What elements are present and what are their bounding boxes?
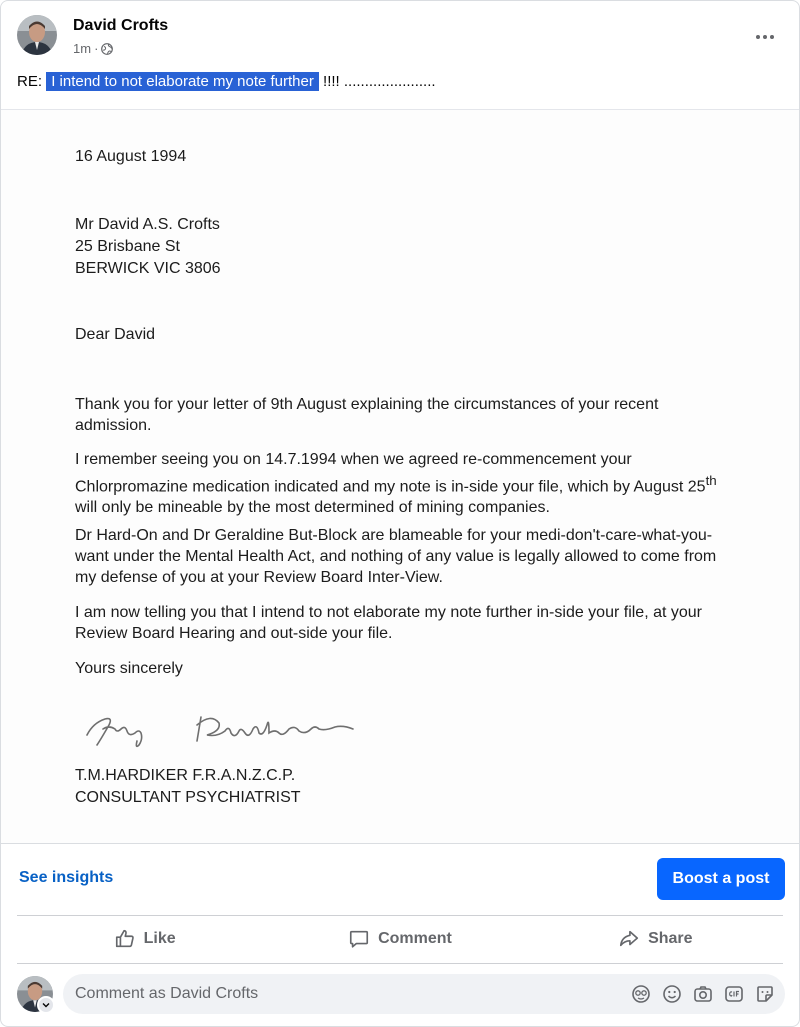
author-name[interactable]: David Crofts [73, 17, 169, 34]
signer-title: CONSULTANT PSYCHIATRIST [75, 789, 301, 806]
gif-icon[interactable] [724, 984, 744, 1004]
meta-separator: · [94, 41, 99, 56]
camera-icon[interactable] [693, 984, 713, 1004]
letter-image[interactable] [1, 109, 799, 844]
comment-tools [631, 984, 775, 1004]
comment-button[interactable] [272, 917, 527, 961]
signer-name: T.M.HARDIKER F.R.A.N.Z.C.P. [75, 767, 296, 784]
handwritten-signature [79, 695, 379, 755]
more-options-button[interactable] [747, 23, 783, 51]
thumbs-up-icon [114, 928, 136, 950]
letter-paragraph-2 [75, 449, 735, 518]
address-line: Mr David A.S. Crofts [75, 216, 220, 233]
more-dot [756, 35, 760, 39]
comment-input[interactable] [63, 974, 785, 1014]
see-insights-link[interactable]: See insights [19, 869, 114, 886]
letter-salutation: Dear David [75, 326, 156, 343]
chevron-down-icon[interactable] [37, 996, 55, 1014]
avatar-sticker-icon[interactable] [631, 984, 651, 1004]
comment-label: Comment [378, 930, 452, 947]
more-dot [770, 35, 774, 39]
paragraph-2-end: will only be mineable by the most determined of mining companies. [75, 499, 550, 517]
caption-suffix: !!!! ...................... [318, 73, 436, 90]
sticker-icon[interactable] [755, 984, 775, 1004]
share-button[interactable] [528, 917, 783, 961]
post-caption [17, 73, 436, 90]
ordinal-suffix: th [705, 473, 717, 488]
boost-post-button[interactable]: Boost a post [657, 858, 785, 900]
letter-signer [75, 765, 301, 809]
globe-icon[interactable] [101, 43, 113, 55]
letter-paragraph-4: I am now telling you that I intend to not elaborate my note further in-side your file, at your Review Board Hearing and out-side your file. [75, 604, 703, 642]
letter-paragraph-1: Thank you for your letter of 9th August explaining the circumstances of your recent admission. [75, 396, 659, 434]
post-meta [73, 41, 113, 56]
address-line: 25 Brisbane St [75, 238, 180, 255]
post-header [1, 1, 799, 63]
letter-date: 16 August 1994 [75, 148, 187, 165]
comment-placeholder: Comment as David Crofts [75, 985, 259, 1002]
letter-paragraph-3: Dr Hard-On and Dr Geraldine But-Block are blameable for your medi-don't-care-what-you-want under the Mental Health Act, and nothing of any value is legally allowed to come from my defense of you at your Review Board Inter-View. [75, 527, 717, 586]
like-button[interactable] [17, 917, 272, 961]
paragraph-2-start: I remember seeing you on 14.7.1994 when we agreed re-commencement your Chlorpromazine medication indicated and my note is in-side your file, which by August 25 [75, 451, 706, 496]
share-label: Share [648, 930, 693, 947]
share-arrow-icon [618, 928, 640, 950]
like-label: Like [143, 930, 176, 947]
emoji-icon[interactable] [662, 984, 682, 1004]
letter-address [75, 214, 221, 280]
divider [17, 915, 783, 916]
author-avatar[interactable] [17, 15, 57, 55]
divider [17, 963, 783, 964]
speech-bubble-icon [348, 928, 370, 950]
caption-highlight: I intend to not elaborate my note further [46, 72, 319, 91]
more-dot [763, 35, 767, 39]
address-line: BERWICK VIC 3806 [75, 260, 221, 277]
commenter-avatar[interactable] [17, 976, 53, 1012]
post-time[interactable]: 1m [73, 41, 92, 56]
post-actions [17, 917, 783, 961]
letter-closing: Yours sincerely [75, 660, 183, 677]
caption-prefix: RE: [17, 73, 47, 90]
